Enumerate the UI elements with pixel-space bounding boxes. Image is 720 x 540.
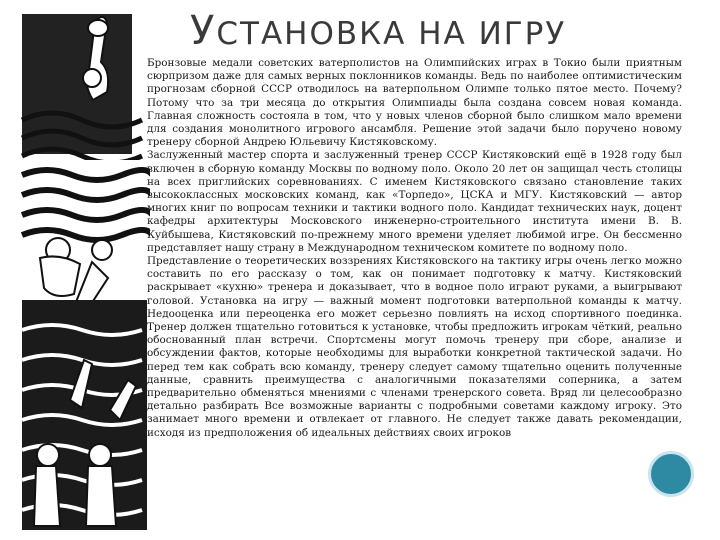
article-text: [147, 57, 682, 440]
title-first-letter: У: [190, 8, 217, 54]
paragraph-3: Представление о теоретических воззрениях Кистяковского на тактику игры очень легко можно составить по его рассказу о том, как он понимает подготовку к матчу. Кистяковский раскрывает «кухню» тренера и доказывает, что в водное поло играют руками, а выигрывают головой. Установка на игру — важный момент подготовки ватерпольной команды к матчу. Недооценка или переоценка его может серьезно повлиять на исход спортивного поединка. Тренер должен тщательно готовиться к установке, чтобы предложить игрокам чёткий, реально обоснованный план встречи. Спортсмены могут помочь тренеру при сборе, анализе и обсуждении фактов, которые необходимы для выработки конкретной тактической задачи. Но перед тем как собрать всю команду, тренеру следует самому тщательно оценить полученные данные, сравнить преимущества с аналогичными показателями соперника, а затем предварительно обменяться мнениями с членами тренерского совета. Вряд ли целесообразно детально разбирать Все возможные варианты с подробными советами каждому игроку. Это занимает много времени и отвлекает от главного. Не следует также давать рекомендации, исходя из предположения об идеальных действиях своих игроков: [147, 255, 682, 439]
paragraph-1: Бронзовые медали советских ватерполистов на Олимпийских играх в Токио были приятным сюрпризом даже для самых верных поклонников команды. Ведь по наиболее оптимистическим прогнозам сборной СССР отводилось на ватерпольном Олимпе только пятое место. Почему? Потому что за три месяца до открытия Олимпиады была создана совсем новая команда. Главная сложность состояла в том, что у новых членов сборной было слишком мало времени для создания монолитного игрового ансамбля. Решение этой задачи было поручено новому тренеру сборной Андрею Юльевичу Кистяковскому.: [147, 57, 682, 149]
water-polo-players-illustration: [0, 0, 150, 540]
slide-title: [190, 8, 566, 54]
decorative-circle: [648, 451, 694, 497]
paragraph-2: Заслуженный мастер спорта и заслуженный тренер СССР Кистяковский ещё в 1928 году был включен в сборную команду Москвы по водному поло. Около 20 лет он защищал честь столицы на всех приглийских соревнованиях. С именем Кистяковского связано становление таких высококлассных московских команд, как «Торпедо», ЦСКА и МГУ. Кистяковский — автор многих книг по вопросам техники и тактики водного поло. Кандидат технических наук, доцент кафедры архитектуры Московского инженерно-строительного института имени В. В. Куйбышева, Кистяковский по-прежнему много времени уделяет любимой игре. Он бессменно представляет нашу страну в Международном техническом комитете по водному поло.: [147, 149, 682, 254]
title-rest: СТАНОВКА НА ИГРУ: [216, 16, 567, 52]
